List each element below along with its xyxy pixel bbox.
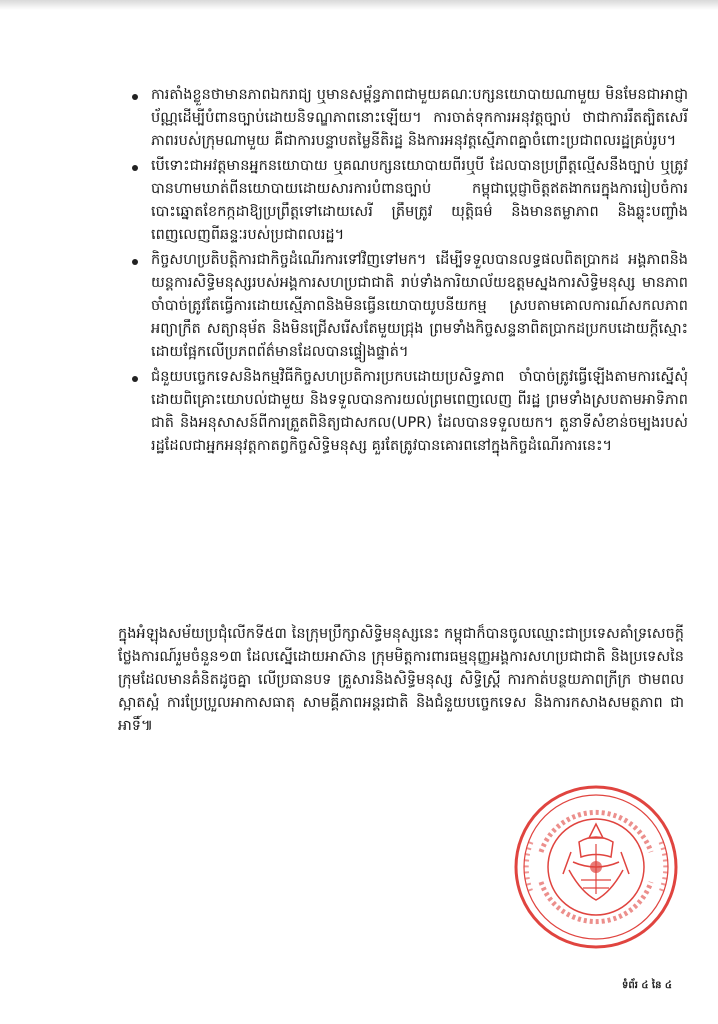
bullet-item bbox=[128, 155, 688, 247]
page-top-shadow bbox=[0, 0, 718, 10]
page-number: ទំព័រ ៤ នៃ ៤ bbox=[622, 980, 672, 991]
closing-paragraph: ក្នុងអំឡុងសម័យប្រជុំលើកទី៥៣ នៃក្រុមប្រឹក្សាសិទ្ធិមនុស្សនេះ កម្ពុជាក៏បានចូលឈ្មោះជាប្រទេសគាំទ្រសេចក្តីថ្លែងការណ៍រួមចំនួន១៣ ដែលស្នើដោយអាស៊ាន ក្រុមមិត្តការពារធម្មនុញ្ញអង្គការសហប្រជាជាតិ និងប្រទេសនៃក្រុមដែលមានគំនិតដូចគ្នា លើប្រធានបទ គ្រួសារនិងសិទ្ធិមនុស្ស សិទ្ធិស្ត្រី ការកាត់បន្ថយភាពក្រីក្រ ថាមពលស្អាតស្អំ ការប្រែប្រួលអាកាសធាតុ សាមគ្គីភាពអន្តរជាតិ និងជំនួយបច្ចេកទេស និងការកសាងសមត្ថភាព ជាអាទិ៍៕ bbox=[118, 626, 684, 734]
bullet-item bbox=[128, 249, 688, 364]
bullet-list bbox=[128, 84, 688, 460]
bullet-dot bbox=[132, 259, 138, 265]
bullet-dot bbox=[132, 376, 138, 382]
bullet-dot bbox=[132, 94, 138, 100]
bullet-text: បើទោះជាអវត្តមានអ្នកនយោបាយ ឬគណបក្សនយោបាយពីរឬបី ដែលបានប្រព្រឹត្តល្មើសនឹងច្បាប់ ឬត្រូវបានហាមឃាត់ពីនយោបាយដោយសារការបំពានច្បាប់ កម្ពុជាប្តេជ្ញាចិត្តឥតងាករេក្នុងការរៀបចំការបោះឆ្នោតខែកក្កដាឱ្យប្រព្រឹត្តទៅដោយសេរី ត្រឹមត្រូវ យុត្តិធម៌ និងមានតម្លាភាព និងឆ្លុះបញ្ចាំងពេញលេញពីឆន្ទៈរបស់ប្រជាពលរដ្ឋ។ bbox=[151, 158, 688, 243]
official-seal bbox=[511, 782, 681, 952]
bullet-dot bbox=[132, 165, 138, 171]
bullet-item bbox=[128, 84, 688, 153]
bullet-text: ជំនួយបច្ចេកទេសនិងកម្មវិធីកិច្ចសហប្រតិការប្រកបដោយប្រសិទ្ធភាព ចាំបាច់ត្រូវធ្វើឡើងតាមការស្នើសុំ ដោយពិគ្រោះយោបល់ជាមួយ និងទទួលបានការយល់ព្រមពេញលេញ ពីរដ្ឋ ព្រមទាំងស្របតាមអាទិភាពជាតិ និងអនុសាសន៍ពីការត្រួតពិនិត្យជាសកល(UPR) ដែលបានទទួលយក។ តួនាទីសំខាន់ចម្បងរបស់រដ្ឋដែលជាអ្នកអនុវត្តកាតព្វកិច្ចសិទ្ធិមនុស្ស គួរតែត្រូវបានគោរពនៅក្នុងកិច្ចដំណើរការនេះ។ bbox=[151, 369, 688, 454]
bullet-item bbox=[128, 366, 688, 458]
bullet-text: ការតាំងខ្លួនថាមានភាពឯករាជ្យ ឬមានសម្ព័ន្ធភាពជាមួយគណៈបក្សនយោបាយណាមួយ មិនមែនជាអាជ្ញាប័ណ្ណដើម្បីបំពានច្បាប់ដោយនិទណ្ឌភាពនោះឡើយ។ ការចាត់ទុកការអនុវត្តច្បាប់ ថាជាការរឹតត្បិតសេរីភាពរបស់ក្រុមណាមួយ គឺជាការបន្ទាបតម្លៃនីតិរដ្ឋ និងការអនុវត្តស្មើភាពគ្នាចំពោះប្រជាពលរដ្ឋគ្រប់រូប។ bbox=[151, 87, 688, 149]
bullet-text: កិច្ចសហប្រតិបត្តិការជាកិច្ចដំណើរការទៅវិញទៅមក។ ដើម្បីទទួលបានលទ្ធផលពិតប្រាកដ អង្គភាពនិងយន្តការសិទ្ធិមនុស្សរបស់អង្គការសហប្រជាជាតិ រាប់ទាំងការិយាល័យឧត្តមស្នងការសិទ្ធិមនុស្ស មានភាពចាំបាច់ត្រូវតែធ្វើការដោយស្មើភាពនិងមិនធ្វើនយោបាយូបនីយកម្ម ស្របតាមគោលការណ៍សកលភាព អព្យាក្រឹត សត្យានុម័ត និងមិនជ្រើសរើសតែមួយជ្រុង ព្រមទាំងកិច្ចសន្ទនាពិតប្រាកដប្រកបដោយក្តីស្មោះ ដោយផ្អែកលើប្រភពព័ត៌មានដែលបានផ្ទៀងផ្ទាត់។ bbox=[151, 252, 688, 360]
